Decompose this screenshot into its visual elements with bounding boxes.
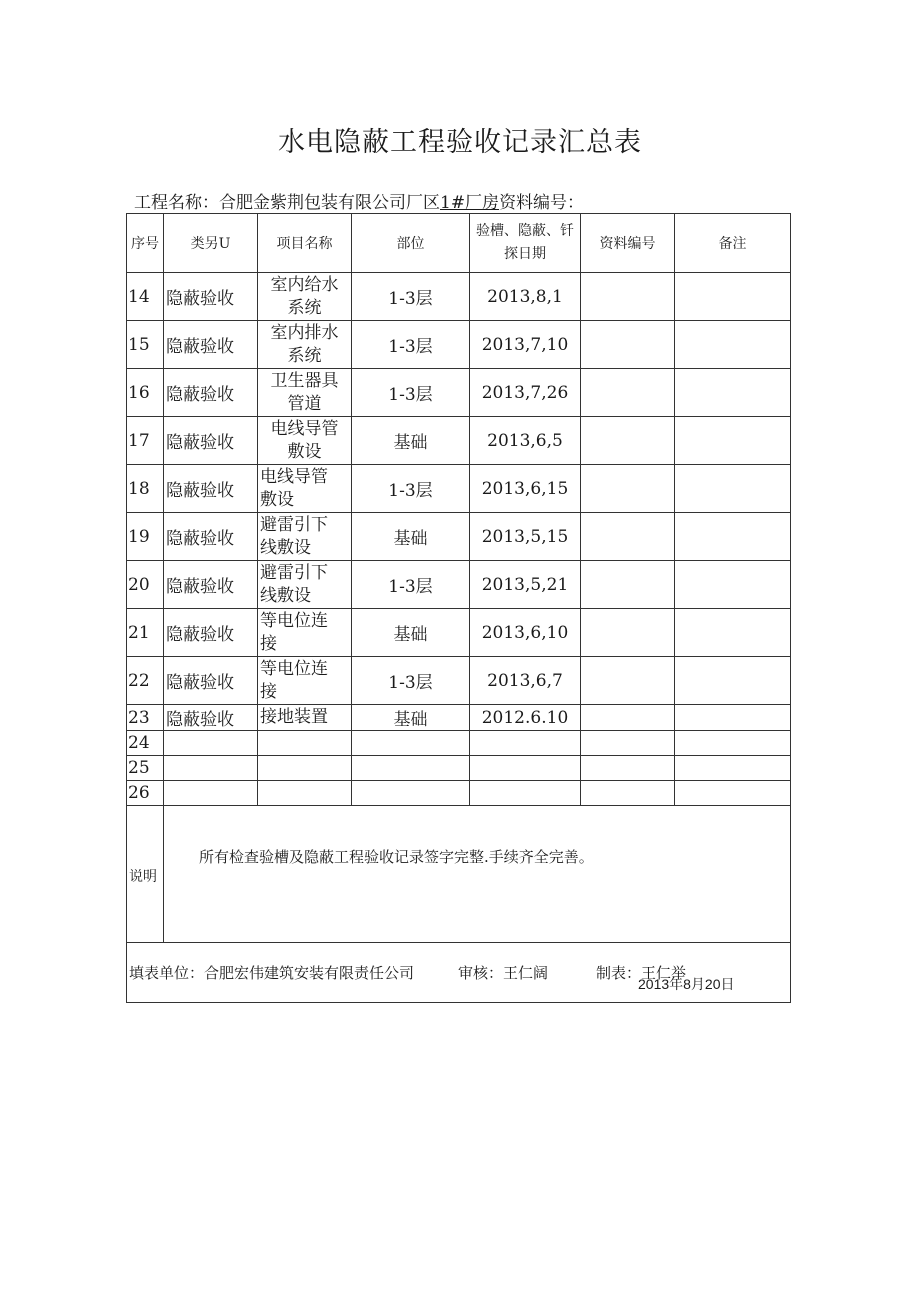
row-item: 等电位连 接 bbox=[258, 657, 352, 705]
row-docno bbox=[581, 273, 675, 321]
row-item: 接地装置 bbox=[258, 705, 352, 731]
row-docno bbox=[581, 756, 675, 781]
row-date: 2013,6,5 bbox=[470, 417, 581, 465]
project-name: 合肥金紫荆包装有限公司厂区 bbox=[219, 193, 440, 213]
row-docno bbox=[581, 781, 675, 806]
header-docno: 资料编号 bbox=[581, 214, 675, 273]
row-docno bbox=[581, 465, 675, 513]
table-row bbox=[127, 609, 791, 657]
row-remark bbox=[675, 369, 791, 417]
row-no: 24 bbox=[127, 731, 164, 756]
project-line bbox=[134, 188, 584, 213]
row-remark bbox=[675, 781, 791, 806]
row-part bbox=[352, 731, 470, 756]
row-remark bbox=[675, 273, 791, 321]
table-row bbox=[127, 513, 791, 561]
row-item: 电线导管 敷设 bbox=[258, 465, 352, 513]
row-part bbox=[352, 756, 470, 781]
table-row bbox=[127, 561, 791, 609]
project-label: 工程名称： bbox=[134, 193, 219, 213]
row-part: 基础 bbox=[352, 417, 470, 465]
row-item: 避雷引下 线敷设 bbox=[258, 513, 352, 561]
table-row bbox=[127, 781, 791, 806]
row-remark bbox=[675, 756, 791, 781]
header-type: 类另U bbox=[164, 214, 258, 273]
row-type bbox=[164, 731, 258, 756]
header-part: 部位 bbox=[352, 214, 470, 273]
row-no: 19 bbox=[127, 513, 164, 561]
footer-unit: 填表单位：合肥宏伟建筑安装有限责任公司 bbox=[129, 964, 415, 982]
row-docno bbox=[581, 417, 675, 465]
row-item: 电线导管 敷设 bbox=[258, 417, 352, 465]
table-row bbox=[127, 756, 791, 781]
row-no: 21 bbox=[127, 609, 164, 657]
row-part: 1-3层 bbox=[352, 321, 470, 369]
table-row bbox=[127, 731, 791, 756]
header-item: 项目名称 bbox=[258, 214, 352, 273]
row-date: 2013,5,15 bbox=[470, 513, 581, 561]
row-date: 2013,5,21 bbox=[470, 561, 581, 609]
row-part: 1-3层 bbox=[352, 273, 470, 321]
document-date: 2013年8月20日 bbox=[638, 976, 735, 992]
table-row bbox=[127, 417, 791, 465]
row-no: 18 bbox=[127, 465, 164, 513]
row-remark bbox=[675, 417, 791, 465]
row-remark bbox=[675, 465, 791, 513]
row-date: 2013,6,15 bbox=[470, 465, 581, 513]
row-docno bbox=[581, 321, 675, 369]
row-item bbox=[258, 756, 352, 781]
row-part: 基础 bbox=[352, 609, 470, 657]
table-row bbox=[127, 273, 791, 321]
row-part bbox=[352, 781, 470, 806]
row-remark bbox=[675, 513, 791, 561]
row-part: 基础 bbox=[352, 705, 470, 731]
header-remark: 备注 bbox=[675, 214, 791, 273]
row-date bbox=[470, 781, 581, 806]
row-item: 室内排水 系统 bbox=[258, 321, 352, 369]
row-item: 避雷引下 线敷设 bbox=[258, 561, 352, 609]
explanation-text: 所有检查验槽及隐蔽工程验收记录签字完整.手续齐全完善。 bbox=[164, 806, 791, 943]
row-docno bbox=[581, 731, 675, 756]
page-title: 水电隐蔽工程验收记录汇总表 bbox=[278, 127, 642, 158]
row-no: 25 bbox=[127, 756, 164, 781]
row-item: 等电位连 接 bbox=[258, 609, 352, 657]
row-date: 2012.6.10 bbox=[470, 705, 581, 731]
row-docno bbox=[581, 513, 675, 561]
row-type: 隐蔽验收 bbox=[164, 369, 258, 417]
row-type: 隐蔽验收 bbox=[164, 513, 258, 561]
row-remark bbox=[675, 561, 791, 609]
table-row bbox=[127, 369, 791, 417]
row-no: 15 bbox=[127, 321, 164, 369]
header-date: 验槽、隐蔽、钎探日期 bbox=[470, 214, 581, 273]
row-type: 隐蔽验收 bbox=[164, 417, 258, 465]
explanation-label: 说明 bbox=[127, 806, 164, 943]
doc-number-label: 资料编号： bbox=[499, 193, 585, 213]
row-part: 1-3层 bbox=[352, 465, 470, 513]
row-type: 隐蔽验收 bbox=[164, 465, 258, 513]
row-type: 隐蔽验收 bbox=[164, 657, 258, 705]
row-part: 1-3层 bbox=[352, 369, 470, 417]
table-row bbox=[127, 705, 791, 731]
row-part: 1-3层 bbox=[352, 657, 470, 705]
row-part: 1-3层 bbox=[352, 561, 470, 609]
row-no: 14 bbox=[127, 273, 164, 321]
row-remark bbox=[675, 705, 791, 731]
row-type: 隐蔽验收 bbox=[164, 705, 258, 731]
row-docno bbox=[581, 657, 675, 705]
project-name-underlined: 1#厂房 bbox=[440, 193, 500, 213]
row-date bbox=[470, 756, 581, 781]
row-type: 隐蔽验收 bbox=[164, 609, 258, 657]
row-docno bbox=[581, 369, 675, 417]
table-row bbox=[127, 657, 791, 705]
row-docno bbox=[581, 705, 675, 731]
row-no: 17 bbox=[127, 417, 164, 465]
row-docno bbox=[581, 561, 675, 609]
table-row bbox=[127, 321, 791, 369]
row-docno bbox=[581, 609, 675, 657]
row-remark bbox=[675, 731, 791, 756]
row-remark bbox=[675, 321, 791, 369]
row-no: 16 bbox=[127, 369, 164, 417]
row-type bbox=[164, 781, 258, 806]
row-type: 隐蔽验收 bbox=[164, 561, 258, 609]
row-type: 隐蔽验收 bbox=[164, 273, 258, 321]
row-date: 2013,6,10 bbox=[470, 609, 581, 657]
summary-table bbox=[126, 213, 791, 1003]
row-no: 26 bbox=[127, 781, 164, 806]
header-no: 序号 bbox=[127, 214, 164, 273]
row-part: 基础 bbox=[352, 513, 470, 561]
row-no: 22 bbox=[127, 657, 164, 705]
row-remark bbox=[675, 657, 791, 705]
row-date: 2013,8,1 bbox=[470, 273, 581, 321]
row-date: 2013,6,7 bbox=[470, 657, 581, 705]
row-date: 2013,7,26 bbox=[470, 369, 581, 417]
row-item: 室内给水 系统 bbox=[258, 273, 352, 321]
table-row bbox=[127, 465, 791, 513]
footer-maker: 制表：王仁举 bbox=[596, 964, 687, 982]
row-type bbox=[164, 756, 258, 781]
row-item: 卫生器具 管道 bbox=[258, 369, 352, 417]
row-remark bbox=[675, 609, 791, 657]
row-no: 20 bbox=[127, 561, 164, 609]
row-date: 2013,7,10 bbox=[470, 321, 581, 369]
row-item bbox=[258, 781, 352, 806]
row-type: 隐蔽验收 bbox=[164, 321, 258, 369]
row-date bbox=[470, 731, 581, 756]
explanation-row bbox=[127, 806, 791, 943]
footer-reviewer: 审核：王仁阔 bbox=[458, 964, 549, 982]
row-item bbox=[258, 731, 352, 756]
row-no: 23 bbox=[127, 705, 164, 731]
table-header-row bbox=[127, 214, 791, 273]
